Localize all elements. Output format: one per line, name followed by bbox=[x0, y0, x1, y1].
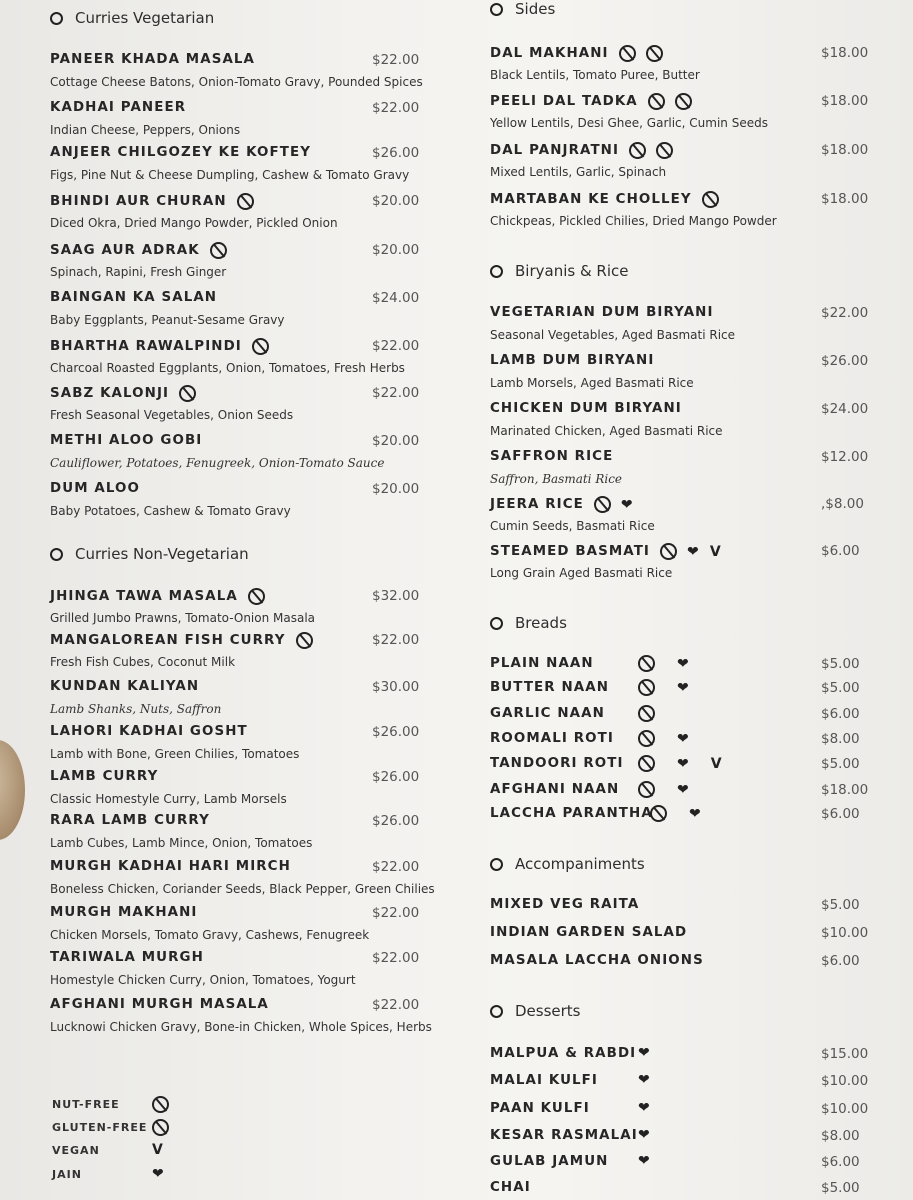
nut-free-icon bbox=[660, 543, 677, 560]
nut-free-icon bbox=[702, 191, 719, 208]
item-description: Seasonal Vegetables, Aged Basmati Rice bbox=[490, 328, 736, 342]
item-description: Lamb Shanks, Nuts, Saffron bbox=[50, 702, 222, 716]
gluten-free-icon bbox=[152, 1119, 169, 1136]
item-name bbox=[50, 724, 248, 739]
jain-icon: ❤ bbox=[152, 1166, 165, 1182]
item-price: $26.00 bbox=[372, 145, 420, 161]
item-name-text: ANJEER CHILGOZEY KE KOFTEY bbox=[50, 145, 312, 160]
item-symbols bbox=[638, 705, 655, 722]
item-name-text: PLAIN NAAN bbox=[490, 656, 594, 671]
item-name bbox=[490, 782, 640, 797]
section-title bbox=[50, 545, 249, 563]
item-name-text: DAL MAKHANI bbox=[490, 46, 609, 61]
section-title-text: Curries Non-Vegetarian bbox=[75, 545, 249, 563]
item-name-text: INDIAN GARDEN SALAD bbox=[490, 925, 688, 940]
item-price: $24.00 bbox=[821, 401, 869, 417]
legend-label: JAIN bbox=[52, 1168, 82, 1181]
item-description: Baby Potatoes, Cashew & Tomato Gravy bbox=[50, 504, 291, 518]
legend-row bbox=[52, 1121, 147, 1134]
item-symbols bbox=[638, 1153, 650, 1169]
nut-free-icon bbox=[619, 45, 636, 62]
item-name bbox=[490, 1101, 640, 1116]
item-price: $10.00 bbox=[821, 925, 869, 941]
item-description: Black Lentils, Tomato Puree, Butter bbox=[490, 68, 700, 82]
item-name-text: PEELI DAL TADKA bbox=[490, 94, 638, 109]
jain-icon: ❤ bbox=[677, 755, 689, 772]
item-name bbox=[490, 1046, 640, 1061]
item-name bbox=[50, 145, 311, 160]
vegan-icon: V bbox=[710, 755, 722, 772]
item-description: Lucknowi Chicken Gravy, Bone-in Chicken, Whole Spices, Herbs bbox=[50, 1020, 432, 1034]
section-title bbox=[490, 614, 567, 632]
item-description: Marinated Chicken, Aged Basmati Rice bbox=[490, 424, 723, 438]
section-title bbox=[490, 855, 645, 873]
jain-icon: ❤ bbox=[638, 1127, 650, 1143]
item-name bbox=[490, 706, 640, 721]
item-symbols bbox=[638, 1045, 650, 1061]
item-name-text: SABZ KALONJI bbox=[50, 386, 170, 401]
item-name-text: GULAB JAMUN bbox=[490, 1154, 609, 1169]
item-description: Grilled Jumbo Prawns, Tomato-Onion Masala bbox=[50, 611, 316, 625]
item-symbols bbox=[638, 679, 689, 696]
item-name bbox=[490, 191, 719, 208]
nut-free-icon bbox=[650, 805, 667, 822]
item-name bbox=[50, 997, 269, 1012]
item-description: Indian Cheese, Peppers, Onions bbox=[50, 123, 241, 137]
item-price: $26.00 bbox=[372, 769, 420, 785]
item-name bbox=[50, 769, 158, 784]
item-price: ,$8.00 bbox=[821, 496, 864, 512]
vegan-icon: V bbox=[152, 1142, 164, 1158]
item-description: Cumin Seeds, Basmati Rice bbox=[490, 519, 655, 533]
item-price: $26.00 bbox=[372, 724, 420, 740]
nut-free-icon bbox=[629, 142, 646, 159]
item-name bbox=[490, 353, 654, 368]
item-price: $22.00 bbox=[372, 859, 420, 875]
legend-label: GLUTEN-FREE bbox=[52, 1121, 148, 1134]
item-price: $22.00 bbox=[372, 52, 420, 68]
item-price: $6.00 bbox=[821, 706, 860, 722]
gluten-free-icon bbox=[646, 45, 663, 62]
item-name-text: MURGH KADHAI HARI MIRCH bbox=[50, 859, 291, 874]
item-name bbox=[50, 338, 269, 355]
item-name bbox=[490, 449, 613, 464]
legend-label: NUT-FREE bbox=[52, 1098, 120, 1111]
item-name bbox=[50, 52, 255, 67]
item-price: $20.00 bbox=[372, 433, 420, 449]
item-symbols bbox=[638, 1072, 650, 1088]
item-price: $6.00 bbox=[821, 953, 860, 969]
section-circle-icon bbox=[50, 548, 63, 561]
item-price: $32.00 bbox=[372, 588, 420, 604]
item-price: $22.00 bbox=[372, 385, 420, 401]
item-name bbox=[490, 401, 682, 416]
vegan-icon: V bbox=[709, 543, 722, 560]
item-price: $22.00 bbox=[372, 338, 420, 354]
nut-free-icon bbox=[638, 655, 655, 672]
item-name bbox=[50, 950, 204, 965]
item-name-text: LAMB DUM BIRYANI bbox=[490, 353, 655, 368]
item-name-text: PAAN KULFI bbox=[490, 1101, 590, 1116]
item-price: $8.00 bbox=[821, 1128, 860, 1144]
jain-icon: ❤ bbox=[677, 730, 689, 747]
item-symbols bbox=[638, 655, 689, 672]
item-name-text: BHINDI AUR CHURAN bbox=[50, 194, 227, 209]
item-name bbox=[490, 756, 640, 771]
item-description: Cottage Cheese Batons, Onion-Tomato Gravy, Pounded Spices bbox=[50, 75, 423, 89]
item-description: Fresh Fish Cubes, Coconut Milk bbox=[50, 655, 236, 669]
item-price: $6.00 bbox=[821, 543, 860, 559]
item-name bbox=[490, 93, 692, 110]
item-description: Spinach, Rapini, Fresh Ginger bbox=[50, 265, 227, 279]
section-title-text: Biryanis & Rice bbox=[515, 262, 629, 280]
item-name bbox=[50, 193, 254, 210]
nut-free-icon bbox=[638, 730, 655, 747]
item-description: Fresh Seasonal Vegetables, Onion Seeds bbox=[50, 408, 294, 422]
item-name bbox=[490, 1073, 640, 1088]
item-symbols bbox=[650, 805, 701, 822]
item-name-text: KADHAI PANEER bbox=[50, 100, 187, 115]
jain-icon: ❤ bbox=[620, 496, 634, 513]
legend-label: VEGAN bbox=[52, 1144, 100, 1157]
item-name bbox=[490, 731, 640, 746]
item-name-text: TANDOORI ROTI bbox=[490, 756, 624, 771]
nut-free-icon bbox=[152, 1096, 169, 1113]
item-price: $6.00 bbox=[821, 1154, 860, 1170]
item-name-text: MALAI KULFI bbox=[490, 1073, 599, 1088]
section-circle-icon bbox=[490, 1005, 503, 1018]
section-title-text: Sides bbox=[515, 0, 556, 18]
item-name bbox=[490, 142, 673, 159]
section-circle-icon bbox=[490, 858, 503, 871]
section-title bbox=[490, 0, 555, 18]
gluten-free-icon bbox=[248, 588, 265, 605]
legend-row bbox=[52, 1098, 120, 1111]
item-description: Saffron, Basmati Rice bbox=[490, 472, 623, 486]
item-name-text: SAFFRON RICE bbox=[490, 449, 614, 464]
item-name bbox=[50, 905, 198, 920]
section-circle-icon bbox=[490, 265, 503, 278]
jain-icon: ❤ bbox=[638, 1045, 650, 1061]
nut-free-icon bbox=[594, 496, 611, 513]
item-price: $5.00 bbox=[821, 897, 860, 913]
item-name-text: RARA LAMB CURRY bbox=[50, 813, 210, 828]
jain-icon: ❤ bbox=[687, 543, 700, 560]
item-name bbox=[490, 496, 634, 513]
item-description: Lamb Morsels, Aged Basmati Rice bbox=[490, 376, 694, 390]
item-name-text: AFGHANI NAAN bbox=[490, 782, 620, 797]
item-name-text: JHINGA TAWA MASALA bbox=[50, 589, 238, 604]
jain-icon: ❤ bbox=[677, 655, 689, 672]
section-circle-icon bbox=[490, 3, 503, 16]
item-name bbox=[490, 305, 714, 320]
item-name bbox=[490, 897, 639, 912]
item-name-text: JEERA RICE bbox=[490, 497, 584, 512]
item-name bbox=[50, 385, 196, 402]
item-name-text: METHI ALOO GOBI bbox=[50, 433, 203, 448]
nut-free-icon bbox=[638, 755, 655, 772]
item-symbols bbox=[638, 755, 722, 772]
item-description: Figs, Pine Nut & Cheese Dumpling, Cashew & Tomato Gravy bbox=[50, 168, 410, 182]
item-price: $12.00 bbox=[821, 449, 869, 465]
section-title bbox=[50, 9, 214, 27]
item-name-text: DUM ALOO bbox=[50, 481, 140, 496]
nut-free-icon bbox=[179, 385, 196, 402]
item-name-text: MANGALOREAN FISH CURRY bbox=[50, 633, 286, 648]
item-name-text: PANEER KHADA MASALA bbox=[50, 52, 256, 67]
item-name bbox=[490, 45, 663, 62]
jain-icon: ❤ bbox=[677, 679, 689, 696]
gluten-free-icon bbox=[656, 142, 673, 159]
item-name-text: BHARTHA RAWALPINDI bbox=[50, 339, 242, 354]
item-price: $8.00 bbox=[821, 731, 860, 747]
item-description: Charcoal Roasted Eggplants, Onion, Tomatoes, Fresh Herbs bbox=[50, 361, 405, 375]
item-description: Diced Okra, Dried Mango Powder, Pickled Onion bbox=[50, 216, 338, 230]
jain-icon: ❤ bbox=[677, 781, 689, 798]
item-price: $10.00 bbox=[821, 1101, 869, 1117]
item-price: $26.00 bbox=[372, 813, 420, 829]
item-name bbox=[50, 679, 199, 694]
nut-free-icon bbox=[638, 781, 655, 798]
item-price: $6.00 bbox=[821, 806, 860, 822]
item-name bbox=[490, 925, 687, 940]
item-name-text: TARIWALA MURGH bbox=[50, 950, 204, 965]
item-name bbox=[50, 632, 313, 649]
item-name-text: LAMB CURRY bbox=[50, 769, 159, 784]
item-name-text: CHICKEN DUM BIRYANI bbox=[490, 401, 682, 416]
item-price: $18.00 bbox=[821, 782, 869, 798]
section-title-text: Breads bbox=[515, 614, 567, 632]
section-title-text: Accompaniments bbox=[515, 855, 645, 873]
item-name bbox=[50, 481, 140, 496]
item-name-text: GARLIC NAAN bbox=[490, 706, 605, 721]
item-name bbox=[490, 1154, 640, 1169]
item-name-text: BAINGAN KA SALAN bbox=[50, 290, 218, 305]
item-name-text: LAHORI KADHAI GOSHT bbox=[50, 724, 248, 739]
item-price: $5.00 bbox=[821, 1180, 860, 1196]
item-price: $10.00 bbox=[821, 1073, 869, 1089]
item-description: Long Grain Aged Basmati Rice bbox=[490, 566, 673, 580]
item-name-text: MALPUA & RABDI bbox=[490, 1046, 637, 1061]
item-name-text: LACCHA PARANTHA bbox=[490, 806, 653, 821]
nut-free-icon bbox=[252, 338, 269, 355]
item-name bbox=[50, 433, 202, 448]
gluten-free-icon bbox=[237, 193, 254, 210]
nut-free-icon bbox=[648, 93, 665, 110]
item-name-text: KUNDAN KALIYAN bbox=[50, 679, 200, 694]
item-name-text: STEAMED BASMATI bbox=[490, 544, 651, 559]
item-price: $18.00 bbox=[821, 142, 869, 158]
item-price: $20.00 bbox=[372, 242, 420, 258]
legend-row bbox=[52, 1166, 165, 1182]
item-name bbox=[490, 953, 704, 968]
item-name bbox=[50, 859, 291, 874]
item-name bbox=[490, 680, 640, 695]
item-price: $20.00 bbox=[372, 481, 420, 497]
item-symbols bbox=[638, 781, 689, 798]
jain-icon: ❤ bbox=[638, 1153, 650, 1169]
item-description: Lamb Cubes, Lamb Mince, Onion, Tomatoes bbox=[50, 836, 313, 850]
item-price: $22.00 bbox=[821, 305, 869, 321]
item-description: Mixed Lentils, Garlic, Spinach bbox=[490, 165, 667, 179]
item-price: $18.00 bbox=[821, 93, 869, 109]
item-price: $30.00 bbox=[372, 679, 420, 695]
item-name-text: AFGHANI MURGH MASALA bbox=[50, 997, 269, 1012]
item-name-text: CHAI bbox=[490, 1180, 531, 1195]
item-name-text: KESAR RASMALAI bbox=[490, 1128, 638, 1143]
item-price: $22.00 bbox=[372, 100, 420, 116]
item-name-text: MURGH MAKHANI bbox=[50, 905, 198, 920]
jain-icon: ❤ bbox=[638, 1100, 650, 1116]
item-name-text: MIXED VEG RAITA bbox=[490, 897, 640, 912]
item-description: Cauliflower, Potatoes, Fenugreek, Onion-Tomato Sauce bbox=[50, 456, 385, 470]
item-name-text: ROOMALI ROTI bbox=[490, 731, 614, 746]
item-price: $18.00 bbox=[821, 45, 869, 61]
item-description: Chickpeas, Pickled Chilies, Dried Mango Powder bbox=[490, 214, 777, 228]
item-price: $20.00 bbox=[372, 193, 420, 209]
item-name-text: MASALA LACCHA ONIONS bbox=[490, 953, 704, 968]
item-price: $5.00 bbox=[821, 656, 860, 672]
item-price: $22.00 bbox=[372, 950, 420, 966]
item-name bbox=[50, 588, 265, 605]
nut-free-icon bbox=[638, 705, 655, 722]
section-circle-icon bbox=[490, 617, 503, 630]
item-description: Classic Homestyle Curry, Lamb Morsels bbox=[50, 792, 287, 806]
jain-icon: ❤ bbox=[689, 805, 701, 822]
item-name-text: VEGETARIAN DUM BIRYANI bbox=[490, 305, 714, 320]
item-name bbox=[490, 543, 722, 560]
item-price: $18.00 bbox=[821, 191, 869, 207]
item-name bbox=[490, 1180, 640, 1195]
item-name bbox=[50, 813, 210, 828]
item-price: $22.00 bbox=[372, 997, 420, 1013]
jain-icon: ❤ bbox=[638, 1072, 650, 1088]
wooden-object-edge bbox=[0, 740, 25, 840]
item-price: $5.00 bbox=[821, 756, 860, 772]
nut-free-icon bbox=[638, 679, 655, 696]
item-name bbox=[50, 100, 186, 115]
item-name-text: DAL PANJRATNI bbox=[490, 143, 620, 158]
gluten-free-icon bbox=[210, 242, 227, 259]
item-description: Homestyle Chicken Curry, Onion, Tomatoes, Yogurt bbox=[50, 973, 356, 987]
item-symbols bbox=[638, 1100, 650, 1116]
item-description: Chicken Morsels, Tomato Gravy, Cashews, Fenugreek bbox=[50, 928, 370, 942]
item-name bbox=[50, 290, 217, 305]
item-price: $5.00 bbox=[821, 680, 860, 696]
item-name bbox=[50, 242, 227, 259]
item-price: $15.00 bbox=[821, 1046, 869, 1062]
section-circle-icon bbox=[50, 12, 63, 25]
item-description: Baby Eggplants, Peanut-Sesame Gravy bbox=[50, 313, 285, 327]
item-name bbox=[490, 656, 640, 671]
item-symbols bbox=[638, 1127, 650, 1143]
item-price: $22.00 bbox=[372, 632, 420, 648]
item-description: Lamb with Bone, Green Chilies, Tomatoes bbox=[50, 747, 300, 761]
gluten-free-icon bbox=[675, 93, 692, 110]
legend-row bbox=[52, 1142, 164, 1158]
item-name bbox=[490, 1128, 640, 1143]
item-name-text: BUTTER NAAN bbox=[490, 680, 610, 695]
item-name-text: SAAG AUR ADRAK bbox=[50, 243, 200, 258]
item-name-text: MARTABAN KE CHOLLEY bbox=[490, 192, 692, 207]
section-title-text: Curries Vegetarian bbox=[75, 9, 215, 27]
gluten-free-icon bbox=[296, 632, 313, 649]
item-price: $26.00 bbox=[821, 353, 869, 369]
item-name bbox=[490, 806, 653, 821]
item-price: $24.00 bbox=[372, 290, 420, 306]
section-title bbox=[490, 262, 628, 280]
section-title-text: Desserts bbox=[515, 1002, 581, 1020]
section-title bbox=[490, 1002, 581, 1020]
item-description: Boneless Chicken, Coriander Seeds, Black Pepper, Green Chilies bbox=[50, 882, 435, 896]
item-description: Yellow Lentils, Desi Ghee, Garlic, Cumin Seeds bbox=[490, 116, 768, 130]
item-price: $22.00 bbox=[372, 905, 420, 921]
item-symbols bbox=[638, 730, 689, 747]
